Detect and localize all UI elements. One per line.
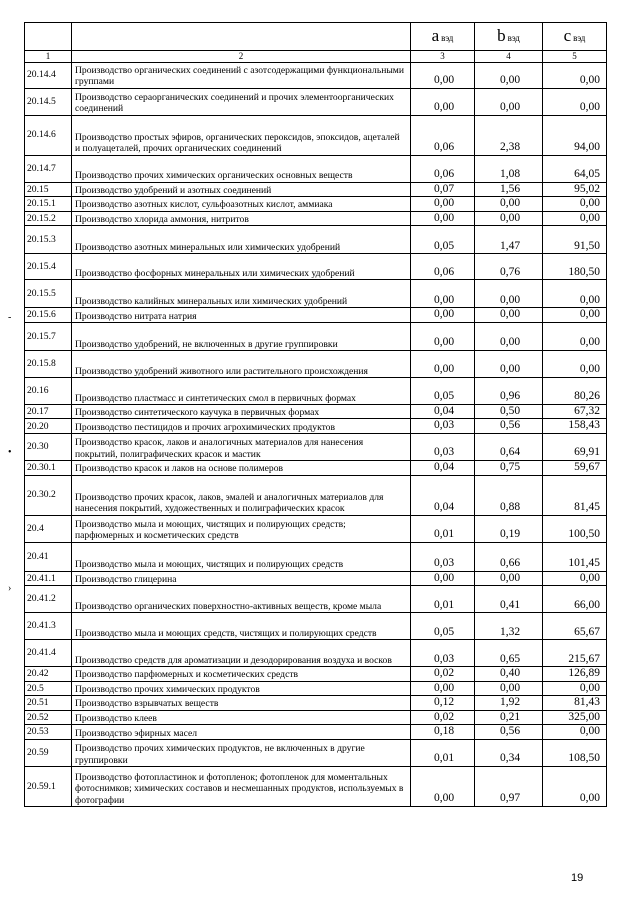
row-name: Производство красок, лаков и аналогичных материалов для нанесения покрытий, полиграфических красок и мастик xyxy=(72,433,411,460)
margin-mark: • xyxy=(8,447,12,458)
row-value-c: 0,00 xyxy=(543,571,607,586)
row-value-a: 0,06 xyxy=(411,254,475,280)
row-value-a: 0,05 xyxy=(411,377,475,404)
row-value-b: 0,00 xyxy=(475,280,543,308)
row-code: 20.14.7 xyxy=(25,155,72,182)
row-code: 20.59.1 xyxy=(25,766,72,806)
row-value-a: 0,03 xyxy=(411,542,475,571)
row-name: Производство удобрений животного или растительного происхождения xyxy=(72,350,411,377)
row-value-a: 0,00 xyxy=(411,681,475,696)
row-name: Производство эфирных масел xyxy=(72,725,411,740)
row-value-c: 0,00 xyxy=(543,211,607,226)
row-name: Производство пластмасс и синтетических смол в первичных формах xyxy=(72,377,411,404)
row-code: 20.15.1 xyxy=(25,197,72,212)
row-value-a: 0,04 xyxy=(411,475,475,515)
row-value-a: 0,00 xyxy=(411,766,475,806)
table-row xyxy=(25,88,607,115)
row-value-b: 0,34 xyxy=(475,739,543,766)
row-value-c: 0,00 xyxy=(543,350,607,377)
row-value-c: 91,50 xyxy=(543,226,607,254)
row-code: 20.14.4 xyxy=(25,62,72,88)
row-value-a: 0,12 xyxy=(411,696,475,711)
row-name: Производство сераорганических соединений и прочих элементоорганических соединений xyxy=(72,88,411,115)
col-number: 4 xyxy=(475,51,543,63)
row-value-c: 67,32 xyxy=(543,404,607,419)
row-code: 20.15.7 xyxy=(25,322,72,350)
table-row xyxy=(25,725,607,740)
row-value-a: 0,05 xyxy=(411,226,475,254)
row-code: 20.17 xyxy=(25,404,72,419)
row-name: Производство синтетического каучука в первичных формах xyxy=(72,404,411,419)
row-value-a: 0,01 xyxy=(411,586,475,613)
table-row xyxy=(25,640,607,667)
margin-mark: - xyxy=(8,312,12,323)
row-code: 20.14.5 xyxy=(25,88,72,115)
row-code: 20.5 xyxy=(25,681,72,696)
row-name: Производство средств для ароматизации и дезодорирования воздуха и восков xyxy=(72,640,411,667)
row-value-b: 0,41 xyxy=(475,586,543,613)
row-value-b: 0,66 xyxy=(475,542,543,571)
row-value-b: 0,65 xyxy=(475,640,543,667)
table-row xyxy=(25,226,607,254)
row-value-a: 0,00 xyxy=(411,280,475,308)
row-name: Производство прочих красок, лаков, эмалей и аналогичных материалов для нанесения покрытий, художественных и полиграфических красок xyxy=(72,475,411,515)
row-value-c: 0,00 xyxy=(543,280,607,308)
row-value-c: 0,00 xyxy=(543,197,607,212)
row-code: 20.42 xyxy=(25,667,72,682)
row-value-a: 0,05 xyxy=(411,613,475,640)
header-c: c вэд xyxy=(543,23,607,51)
row-value-c: 0,00 xyxy=(543,725,607,740)
row-value-b: 1,92 xyxy=(475,696,543,711)
row-value-a: 0,02 xyxy=(411,710,475,725)
row-value-b: 0,00 xyxy=(475,197,543,212)
row-value-a: 0,06 xyxy=(411,155,475,182)
row-name: Производство парфюмерных и косметических средств xyxy=(72,667,411,682)
row-value-a: 0,03 xyxy=(411,433,475,460)
row-code: 20.53 xyxy=(25,725,72,740)
row-value-c: 81,43 xyxy=(543,696,607,711)
col-number: 2 xyxy=(72,51,411,63)
header-b: b вэд xyxy=(475,23,543,51)
row-value-a: 0,00 xyxy=(411,571,475,586)
row-name: Производство нитрата натрия xyxy=(72,308,411,323)
row-value-c: 65,67 xyxy=(543,613,607,640)
row-value-a: 0,00 xyxy=(411,350,475,377)
row-name: Производство мыла и моющих средств, чистящих и полирующих средств xyxy=(72,613,411,640)
row-name: Производство простых эфиров, органических пероксидов, эпоксидов, ацеталей и полуацеталей, прочих органических соединений xyxy=(72,115,411,155)
row-name: Производство хлорида аммония, нитритов xyxy=(72,211,411,226)
row-code: 20.30 xyxy=(25,433,72,460)
table-row xyxy=(25,766,607,806)
row-value-b: 0,50 xyxy=(475,404,543,419)
header-a: a вэд xyxy=(411,23,475,51)
table-row xyxy=(25,542,607,571)
row-value-c: 0,00 xyxy=(543,766,607,806)
row-value-c: 180,50 xyxy=(543,254,607,280)
row-name: Производство органических соединений с азотсодержащими функциональными группами xyxy=(72,62,411,88)
table-row xyxy=(25,613,607,640)
row-value-c: 215,67 xyxy=(543,640,607,667)
col-number: 1 xyxy=(25,51,72,63)
row-value-c: 100,50 xyxy=(543,515,607,542)
table-row xyxy=(25,211,607,226)
row-name: Производство мыла и моющих, чистящих и полирующих средств; парфюмерных и косметических средств xyxy=(72,515,411,542)
row-value-c: 59,67 xyxy=(543,460,607,475)
row-value-b: 0,00 xyxy=(475,62,543,88)
row-value-a: 0,18 xyxy=(411,725,475,740)
row-code: 20.15.5 xyxy=(25,280,72,308)
row-code: 20.41.4 xyxy=(25,640,72,667)
row-value-a: 0,04 xyxy=(411,404,475,419)
row-value-c: 0,00 xyxy=(543,308,607,323)
row-code: 20.51 xyxy=(25,696,72,711)
row-value-b: 1,32 xyxy=(475,613,543,640)
row-name: Производство прочих химических продуктов, не включенных в другие группировки xyxy=(72,739,411,766)
row-value-b: 0,64 xyxy=(475,433,543,460)
row-value-c: 0,00 xyxy=(543,322,607,350)
row-name: Производство глицерина xyxy=(72,571,411,586)
row-value-c: 0,00 xyxy=(543,62,607,88)
row-value-a: 0,03 xyxy=(411,419,475,434)
row-code: 20.52 xyxy=(25,710,72,725)
col-number: 5 xyxy=(543,51,607,63)
row-value-a: 0,00 xyxy=(411,62,475,88)
table-row xyxy=(25,280,607,308)
row-name: Производство калийных минеральных или химических удобрений xyxy=(72,280,411,308)
row-value-a: 0,00 xyxy=(411,197,475,212)
row-value-c: 126,89 xyxy=(543,667,607,682)
col-number: 3 xyxy=(411,51,475,63)
row-code: 20.15.6 xyxy=(25,308,72,323)
table-row xyxy=(25,667,607,682)
row-value-b: 0,00 xyxy=(475,681,543,696)
row-value-b: 0,00 xyxy=(475,350,543,377)
table-row xyxy=(25,62,607,88)
row-name: Производство пестицидов и прочих агрохимических продуктов xyxy=(72,419,411,434)
row-name: Производство фотопластинок и фотопленок; фотопленок для моментальных фотоснимков; химических составов и несмешанных продуктов, используемых в фотографии xyxy=(72,766,411,806)
row-value-b: 0,21 xyxy=(475,710,543,725)
row-code: 20.15 xyxy=(25,182,72,197)
table-row xyxy=(25,475,607,515)
row-value-c: 158,43 xyxy=(543,419,607,434)
header-empty-code xyxy=(25,23,72,51)
page-number: 19 xyxy=(571,872,584,884)
row-value-b: 0,76 xyxy=(475,254,543,280)
table-row xyxy=(25,182,607,197)
row-name: Производство взрывчатых веществ xyxy=(72,696,411,711)
row-code: 20.16 xyxy=(25,377,72,404)
table-row xyxy=(25,322,607,350)
row-value-b: 0,56 xyxy=(475,725,543,740)
row-value-b: 0,97 xyxy=(475,766,543,806)
margin-mark: › xyxy=(8,583,12,594)
row-value-b: 2,38 xyxy=(475,115,543,155)
row-value-c: 81,45 xyxy=(543,475,607,515)
row-name: Производство азотных кислот, сульфоазотных кислот, аммиака xyxy=(72,197,411,212)
row-name: Производство мыла и моющих, чистящих и полирующих средств xyxy=(72,542,411,571)
row-value-a: 0,04 xyxy=(411,460,475,475)
row-value-c: 95,02 xyxy=(543,182,607,197)
table-row xyxy=(25,681,607,696)
header-empty-name xyxy=(72,23,411,51)
row-value-b: 0,96 xyxy=(475,377,543,404)
row-value-a: 0,01 xyxy=(411,739,475,766)
row-name: Производство удобрений и азотных соединений xyxy=(72,182,411,197)
row-value-b: 0,88 xyxy=(475,475,543,515)
table-row xyxy=(25,515,607,542)
row-value-b: 1,08 xyxy=(475,155,543,182)
row-value-c: 66,00 xyxy=(543,586,607,613)
row-value-b: 0,19 xyxy=(475,515,543,542)
row-name: Производство органических поверхностно-активных веществ, кроме мыла xyxy=(72,586,411,613)
row-value-a: 0,03 xyxy=(411,640,475,667)
table-row xyxy=(25,404,607,419)
table-row xyxy=(25,254,607,280)
table-row xyxy=(25,460,607,475)
row-value-b: 0,00 xyxy=(475,571,543,586)
table-row xyxy=(25,586,607,613)
row-code: 20.41.2 xyxy=(25,586,72,613)
row-value-c: 108,50 xyxy=(543,739,607,766)
table-row xyxy=(25,696,607,711)
row-value-c: 0,00 xyxy=(543,88,607,115)
row-value-b: 0,00 xyxy=(475,88,543,115)
table-row xyxy=(25,377,607,404)
row-code: 20.14.6 xyxy=(25,115,72,155)
row-code: 20.30.1 xyxy=(25,460,72,475)
row-value-b: 0,56 xyxy=(475,419,543,434)
row-value-c: 80,26 xyxy=(543,377,607,404)
row-value-b: 0,00 xyxy=(475,322,543,350)
row-code: 20.30.2 xyxy=(25,475,72,515)
row-value-b: 1,56 xyxy=(475,182,543,197)
header-row xyxy=(25,23,607,51)
row-value-c: 0,00 xyxy=(543,681,607,696)
table-row xyxy=(25,308,607,323)
row-value-b: 0,75 xyxy=(475,460,543,475)
table-row xyxy=(25,571,607,586)
row-name: Производство азотных минеральных или химических удобрений xyxy=(72,226,411,254)
column-number-row xyxy=(25,51,607,63)
table-row xyxy=(25,197,607,212)
row-code: 20.41.1 xyxy=(25,571,72,586)
table-row xyxy=(25,155,607,182)
row-code: 20.4 xyxy=(25,515,72,542)
row-value-c: 101,45 xyxy=(543,542,607,571)
row-code: 20.41.3 xyxy=(25,613,72,640)
row-value-a: 0,00 xyxy=(411,211,475,226)
table-row xyxy=(25,433,607,460)
row-value-a: 0,00 xyxy=(411,308,475,323)
row-value-a: 0,00 xyxy=(411,322,475,350)
row-code: 20.15.2 xyxy=(25,211,72,226)
row-code: 20.41 xyxy=(25,542,72,571)
row-value-c: 94,00 xyxy=(543,115,607,155)
row-value-a: 0,07 xyxy=(411,182,475,197)
table-row xyxy=(25,710,607,725)
row-name: Производство фосфорных минеральных или химических удобрений xyxy=(72,254,411,280)
row-value-a: 0,02 xyxy=(411,667,475,682)
row-value-b: 0,00 xyxy=(475,308,543,323)
row-code: 20.15.8 xyxy=(25,350,72,377)
row-value-a: 0,01 xyxy=(411,515,475,542)
row-code: 20.59 xyxy=(25,739,72,766)
row-code: 20.15.4 xyxy=(25,254,72,280)
row-name: Производство прочих химических органических основных веществ xyxy=(72,155,411,182)
row-name: Производство клеев xyxy=(72,710,411,725)
row-name: Производство красок и лаков на основе полимеров xyxy=(72,460,411,475)
row-value-c: 69,91 xyxy=(543,433,607,460)
coefficients-table xyxy=(24,22,607,807)
table-row xyxy=(25,350,607,377)
row-value-b: 0,00 xyxy=(475,211,543,226)
row-value-b: 0,40 xyxy=(475,667,543,682)
row-value-a: 0,00 xyxy=(411,88,475,115)
row-name: Производство удобрений, не включенных в другие группировки xyxy=(72,322,411,350)
table-row xyxy=(25,739,607,766)
row-value-c: 325,00 xyxy=(543,710,607,725)
table-row xyxy=(25,115,607,155)
row-value-a: 0,06 xyxy=(411,115,475,155)
row-code: 20.20 xyxy=(25,419,72,434)
row-value-c: 64,05 xyxy=(543,155,607,182)
row-value-b: 1,47 xyxy=(475,226,543,254)
table-row xyxy=(25,419,607,434)
row-code: 20.15.3 xyxy=(25,226,72,254)
row-name: Производство прочих химических продуктов xyxy=(72,681,411,696)
